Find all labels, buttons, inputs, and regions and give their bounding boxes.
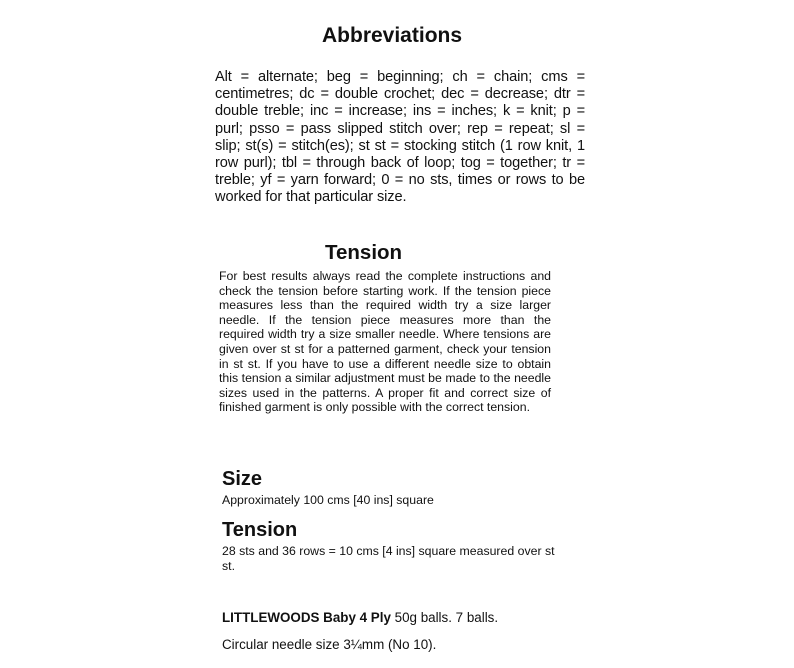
pattern-tension-text: 28 sts and 36 rows = 10 cms [4 ins] square measured over st st.: [222, 544, 555, 573]
abbreviations-heading: Abbreviations: [322, 24, 463, 47]
yarn-materials-line: [222, 610, 498, 625]
yarn-quantity: 50g balls. 7 balls.: [390, 610, 499, 625]
size-text: Approximately 100 cms [40 ins] square: [222, 493, 434, 507]
tension-instructions-text: For best results always read the complete instructions and check the tension before starting work. If the tension piece measures less than the required width try a size larger needle. If the tension piece measures more than the required width try a size smaller needle. Where tensions are given over st st for a patterned garment, check your tension in st st. If you have to use a different needle size to obtain this tension a similar adjustment must be made to the needle sizes used in the patterns. A proper fit and correct size of finished garment is only possible with the correct tension.: [219, 269, 551, 415]
tension-heading: Tension: [325, 241, 403, 264]
needle-materials-line: Circular needle size 3¼mm (No 10).: [222, 637, 437, 652]
pattern-tension-heading: Tension: [222, 519, 298, 541]
abbreviations-text: Alt = alternate; beg = beginning; ch = chain; cms = centimetres; dc = double crochet; dec = decrease; dtr = double treble; inc = increase; ins = inches; k = knit; p = purl; psso = pass slipped stitch over; rep = repeat; sl = slip; st(s) = stitch(es); st st = stocking stitch (1 row knit, 1 row purl); tbl = through back of loop; tog = together; tr = treble; yf = yarn forward; 0 = no sts, times or rows to be worked for that particular size.: [215, 69, 585, 206]
yarn-brand: LITTLEWOODS Baby 4 Ply: [222, 610, 391, 625]
size-heading: Size: [222, 468, 263, 490]
